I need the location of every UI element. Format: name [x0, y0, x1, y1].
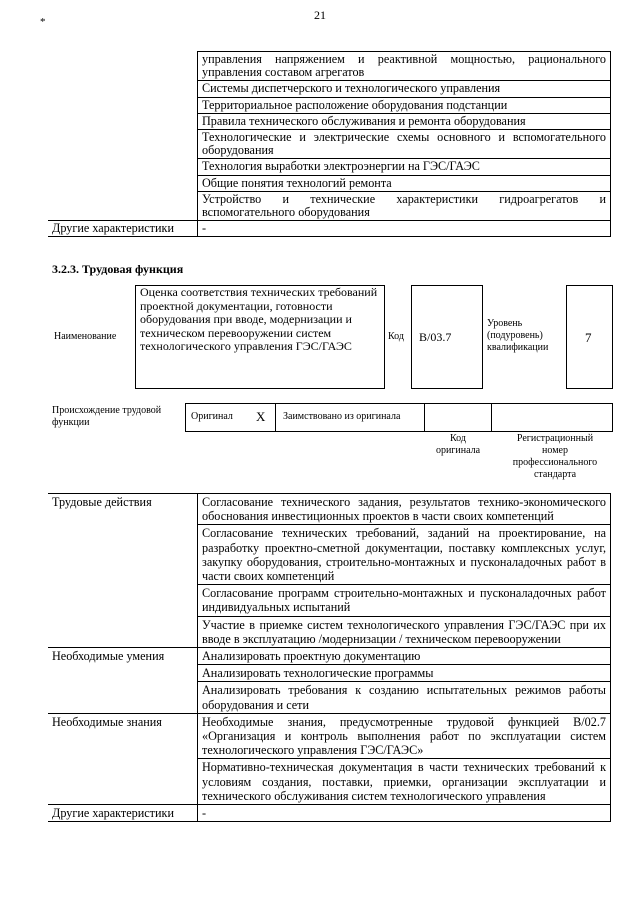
corner-mark: * — [40, 16, 46, 28]
group-label: Трудовые действия — [48, 494, 198, 648]
label-cell-empty — [48, 52, 198, 221]
table-row: Устройство и технические характеристики гидроагрегатов и вспомогательного оборудования — [198, 191, 611, 220]
table-row: Анализировать требования к созданию испытательных режимов работы оборудования и сети — [198, 682, 611, 713]
group-label: Необходимые знания — [48, 713, 198, 804]
table-row: Технология выработки электроэнергии на ГЭС/ГАЭС — [198, 159, 611, 175]
other-characteristics-label: Другие характеристики — [48, 805, 198, 822]
table-row: Участие в приемке систем технологического управления ГЭС/ГАЭС при их вводе в эксплуатацию /модернизации / техническом перевооружении — [198, 616, 611, 647]
table-row: Согласование технического задания, результатов технико-экономического обоснования инвестиционных проектов в части своих компетенций — [198, 494, 611, 525]
name-label: Наименование — [54, 331, 117, 342]
table-row: Общие понятия технологий ремонта — [198, 175, 611, 191]
group-label: Необходимые умения — [48, 648, 198, 714]
origin-label: Происхождение трудовой функции — [52, 405, 162, 428]
table-row: Технологические и электрические схемы основного и вспомогательного оборудования — [198, 130, 611, 159]
table-row: Согласование технических требований, заданий на проектирование, на разработку проектно-сметной документации, поставку комплексных услуг, закупку оборудования, строительно-монтажных и пусконаладочных работ в части своих компетенций — [198, 525, 611, 585]
level-value: 7 — [585, 330, 592, 345]
table-row: управления напряжением и реактивной мощностью, рационального управления составом агрегатов — [198, 52, 611, 81]
table-row: Анализировать технологические программы — [198, 665, 611, 682]
divider — [424, 403, 425, 431]
section-title: 3.2.3. Трудовая функция — [52, 262, 184, 276]
code-box — [411, 285, 483, 389]
labor-function-table — [48, 493, 611, 822]
function-name: Оценка соответствия технических требований проектной документации, готовности оборудования при вводе, модернизации и техническом перевооружении систем технологического управления ГЭС/ГАЭС — [140, 285, 378, 354]
table-row: Территориальное расположение оборудования подстанции — [198, 97, 611, 113]
function-name-box — [135, 285, 385, 389]
table-row: Системы диспетчерского и технологического управления — [198, 81, 611, 97]
page-number: 21 — [314, 8, 326, 22]
table-row: Нормативно-техническая документация в части технических требований к условиям создания, поставки, приемки, организации эксплуатации и технического обслуживания систем технологического управления — [198, 759, 611, 805]
table-row: Правила технического обслуживания и ремонта оборудования — [198, 113, 611, 129]
other-characteristics-label: Другие характеристики — [48, 221, 198, 237]
orig-code-label: Код оригинала — [435, 433, 481, 456]
table-row: Анализировать проектную документацию — [198, 648, 611, 665]
reg-number-label: Регистрационный номер профессионального стандарта — [512, 433, 598, 480]
knowledge-table-continued — [48, 51, 611, 237]
level-box — [566, 285, 613, 389]
code-label: Код — [388, 331, 404, 342]
level-label: Уровень (подуровень) квалификации — [487, 318, 549, 353]
table-row: Согласование программ строительно-монтажных и пусконаладочных работ индивидуальных испытаний — [198, 585, 611, 616]
original-mark: X — [256, 409, 266, 424]
original-label: Оригинал — [191, 411, 233, 422]
divider — [491, 403, 492, 431]
other-characteristics-value: - — [198, 221, 611, 237]
code-value: B/03.7 — [419, 330, 452, 344]
other-characteristics-value: - — [198, 805, 611, 822]
borrowed-label: Заимствовано из оригинала — [283, 411, 401, 422]
divider — [275, 403, 276, 431]
table-row: Необходимые знания, предусмотренные трудовой функцией В/02.7 «Организация и контроль выполнения работ по эксплуатации систем технологического управления ГЭС/ГАЭС» — [198, 713, 611, 759]
